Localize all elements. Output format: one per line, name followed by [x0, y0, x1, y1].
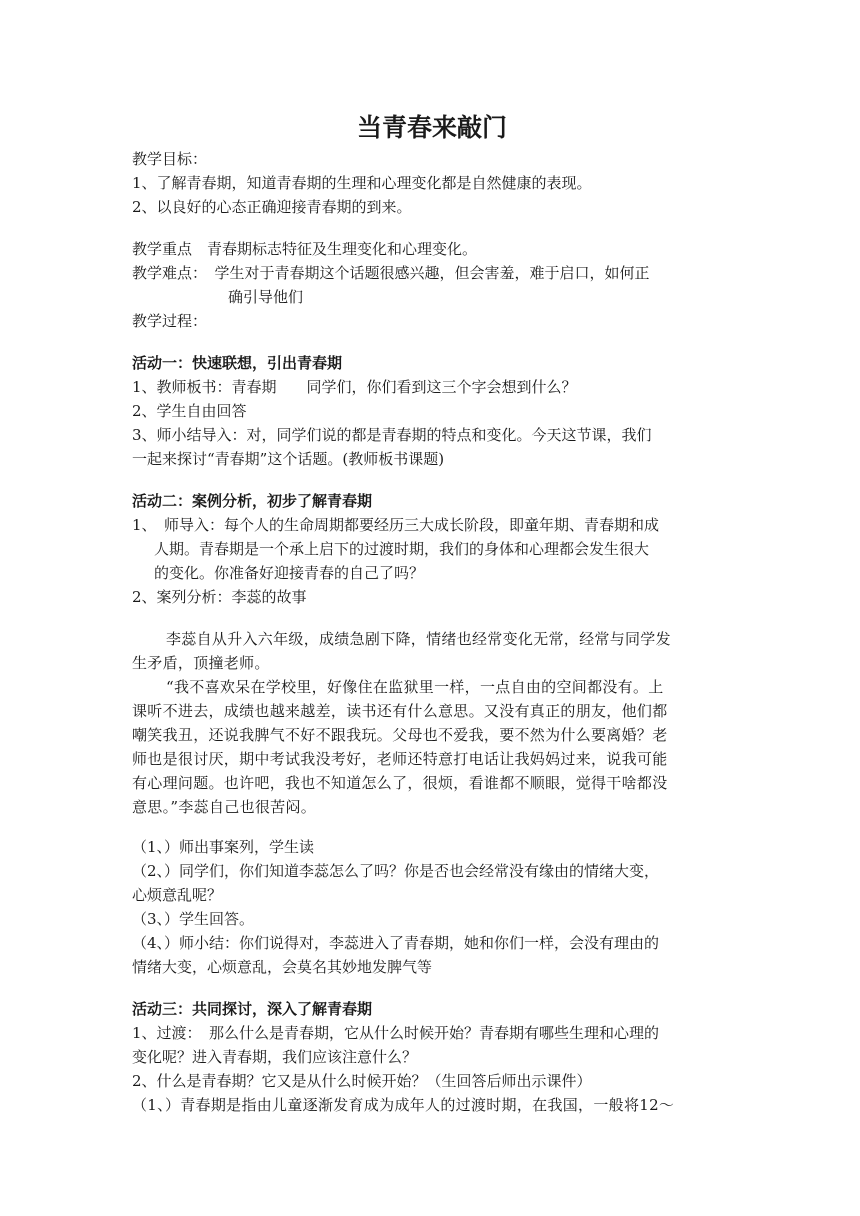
activity2-step: 情绪大变，心烦意乱，会莫名其妙地发脾气等: [132, 958, 433, 976]
activity2-step: （4、）师小结：你们说得对，李蕊进入了青春期，她和你们一样，会没有理由的: [132, 934, 660, 952]
story-line: 嘲笑我丑，还说我脾气不好不跟我玩。父母也不爱我，要不然为什么要离婚？老: [132, 726, 668, 744]
story-line: 课听不进去，成绩也越来越差，读书还有什么意思。又没有真正的朋友，他们都: [132, 702, 668, 720]
story-line: “我不喜欢呆在学校里，好像住在监狱里一样，一点自由的空间都没有。上: [166, 678, 664, 696]
activity2-step: 心烦意乱呢？: [132, 886, 223, 904]
activity1-line: 2、学生自由回答: [132, 402, 247, 420]
activity2-intro: 2、案列分析：李蕊的故事: [132, 588, 307, 606]
story-line: 生矛盾，顶撞老师。: [132, 654, 270, 672]
activity2-heading: 活动二：案例分析，初步了解青春期: [132, 492, 373, 510]
activity3-line: 2、什么是青春期？它又是从什么时候开始？（生回答后师出示课件）: [132, 1072, 592, 1090]
activity1-line: 3、师小结导入：对，同学们说的都是青春期的特点和变化。今天这节课，我们: [132, 426, 652, 444]
teaching-difficulty-cont: 确引导他们: [228, 288, 304, 306]
activity2-step: （1、）师出事案列，学生读: [132, 838, 315, 856]
story-line: 意思。”李蕊自己也很苦闷。: [132, 798, 317, 816]
activity1-heading: 活动一：快速联想，引出青春期: [132, 354, 343, 372]
goal-item: 2、以良好的心态正确迎接青春期的到来。: [132, 198, 412, 216]
activity1-line: 一起来探讨“青春期”这个话题。(教师板书课题): [132, 450, 445, 468]
teaching-difficulty: 教学难点： 学生对于青春期这个话题很感兴趣，但会害羞，难于启口，如何正: [132, 264, 650, 282]
story-line: 李蕊自从升入六年级，成绩急剧下降，情绪也经常变化无常，经常与同学发: [166, 630, 671, 648]
goals-label: 教学目标：: [132, 150, 208, 168]
activity3-line: 变化呢？进入青春期，我们应该注意什么？: [132, 1048, 418, 1066]
activity3-line: （1、）青春期是指由儿童逐渐发育成为成年人的过渡时期，在我国，一般将12～: [132, 1096, 675, 1114]
activity2-intro: 人期。青春期是一个承上启下的过渡时期，我们的身体和心理都会发生很大: [154, 540, 650, 558]
story-line: 有心理问题。也许吧，我也不知道怎么了，很烦，看谁都不顺眼，觉得干啥都没: [132, 774, 668, 792]
teaching-focus: 教学重点 青春期标志特征及生理变化和心理变化。: [132, 240, 478, 258]
activity2-intro: 1、 师导入：每个人的生命周期都要经历三大成长阶段，即童年期、青春期和成: [132, 516, 660, 534]
activity3-heading: 活动三：共同探讨，深入了解青春期: [132, 1000, 373, 1018]
page-title: 当青春来敲门: [356, 113, 507, 142]
activity3-line: 1、过渡： 那么什么是青春期，它从什么时候开始？青春期有哪些生理和心理的: [132, 1024, 660, 1042]
activity2-intro: 的变化。你准备好迎接青春的自己了吗？: [154, 564, 425, 582]
activity1-line: 1、教师板书：青春期 同学们，你们看到这三个字会想到什么？: [132, 378, 577, 396]
activity2-step: （2、）同学们，你们知道李蕊怎么了吗？你是否也会经常没有缘由的情绪大变，: [132, 862, 660, 880]
activity2-step: （3、）学生回答。: [132, 910, 255, 928]
goal-item: 1、了解青春期，知道青春期的生理和心理变化都是自然健康的表现。: [132, 174, 592, 192]
process-label: 教学过程：: [132, 312, 208, 330]
story-line: 师也是很讨厌，期中考试我没考好，老师还特意打电话让我妈妈过来，说我可能: [132, 750, 668, 768]
